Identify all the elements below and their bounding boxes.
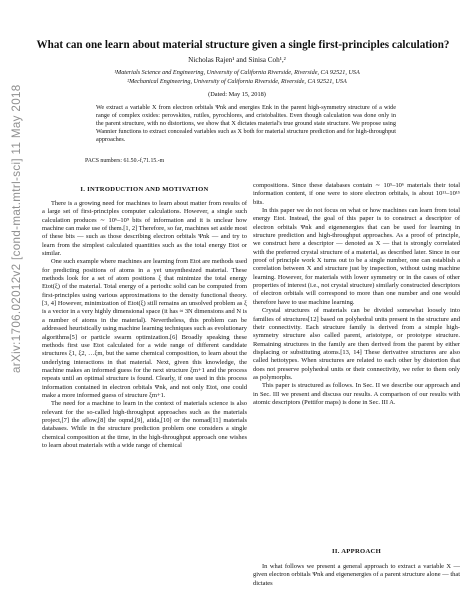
section-2-heading: II. APPROACH bbox=[331, 548, 382, 555]
right-column-continued bbox=[253, 563, 460, 588]
date-line: (Dated: May 15, 2018) bbox=[208, 91, 266, 98]
paper-title: What can one learn about material structure given a single first-principles calculation? bbox=[36, 39, 450, 51]
paragraph: Crystal structures of materials can be divided somewhat loosely into families of structures[12] based on polyhedral units present in the structure and their connectivity. Each structure family is derived from a simple high-symmetry structure also called parent, aristotype, or prototype structure. Remaining structures in the family are then derived from the parent by either displacing or substituting atoms.[13, 14] These derivative structures are also called hettotypes. When structures are related to each other by distortion that does not preserve polyhedral units or their connectivity, we refer to them only as polymorphs. bbox=[253, 307, 460, 381]
pacs-numbers: PACS numbers: 61.50.-f,71.15.-m bbox=[85, 158, 165, 164]
paragraph: This paper is structured as follows. In Sec. II we describe our approach and in Sec. III we present and discuss our results. A comparison of our results with atomic descriptors (Pettifor maps) is done in Sec. III A. bbox=[253, 382, 460, 406]
paragraph: In this paper we do not focus on what or how machines can learn from total energy Etot. Instead, the goal of this paper is to construct a descriptor of electron orbitals Ψnk and eigenenergies that can be used for learning in structure prediction and high-throughput approaches. As a proof of principle, we construct here a descriptor — denoted as X — that is strongly correlated with the preferred crystal structure of a material, as described later. Since in our proof of principle work X turns out to be a single number, one can establish a correlation between X and structure just by inspection, without using machine learning. However, for materials with lower symmetry or in the cases of other properties of interest (i.e., not crystal structure) similarly constructed descriptors of electron orbitals will correspond to more than one number and one would therefore have to use machine learning. bbox=[253, 207, 461, 306]
paragraph: compositions. Since these databases contain ∼ 10⁵–10⁶ materials their total information content, if one were to store electron orbitals, is about 10¹¹–10¹⁵ bits. bbox=[253, 182, 460, 206]
right-column bbox=[253, 182, 460, 407]
affiliation-1: ¹Materials Science and Engineering, University of California Riverside, Riverside, CA 92521, USA bbox=[114, 69, 360, 76]
paragraph: One such example where machines are learning from Etot are methods used for predicting positions of atoms in a yet unsynthesized material. These methods look for a set of atom positions ξ that minimize the total energy Etot(ξ) of the material. Total energy of a periodic solid can be computed from first-principles using various approximations to the density functional theory.[3, 4] However, minimization of Etot(ξ) still remains an unsolved problem as ξ is a vector in a very highly dimensional space (it has ≈ 3N dimensions and N is a number of atoms in the material). Nevertheless, this problem can be addressed heuristically using machine learning techniques such as evolutionary algorithms[5] or particle swarm optimization.[6] Broadly speaking these methods first use Etot calculated for a wide range of different candidate structures ξ1, ξ2, …ξm, but the same chemical composition, to learn about the underlying interactions in that material. Next, given this knowledge, the machine makes an informed guess for the next structure ξm+1 and the process repeats until an optimal structure is found. Clearly, if one used in this process information contained in electron orbitals Ψnk, and not only Etot, one could make a more informed guess of structure ξm+1. bbox=[42, 258, 247, 399]
paragraph: In what follows we present a general approach to extract a variable X — given electron orbitals Ψnk and eigenenergies of a parent structure alone — that dictates bbox=[253, 563, 460, 587]
abstract: We extract a variable X from electron orbitals Ψnk and energies Enk in the parent high-symmetry structure of a wide range of complex oxides: perovskites, rutiles, pyrochlores, and cristobalites. Even though calculation was done only in the parent structure, with no distortions, we show that X dictates material's true ground state structure. We propose using Wannier functions to extract concealed variables such as X both for material structure prediction and for high-throughput approaches. bbox=[96, 104, 396, 144]
left-column bbox=[42, 200, 247, 450]
arxiv-identifier[interactable]: arXiv:1706.02012v2 [cond-mat.mtrl-sci] 11 May 2018 bbox=[10, 84, 23, 373]
section-1-heading: I. INTRODUCTION AND MOTIVATION bbox=[80, 186, 209, 193]
affiliation-2: ²Mechanical Engineering, University of California Riverside, Riverside, CA 92521, USA bbox=[127, 78, 347, 85]
paragraph: There is a growing need for machines to learn about matter from results of a large set of first-principles computer calculations. However, a single such calculation produces ∼ 10⁶–10⁹ bits of information and it is unclear how machine can make use of them.[1, 2] Therefore, so far, machines set aside most of these bits — such as those describing electron orbitals Ψnk — and try to learn from the simplest calculated quantities such as the total energy Etot or similar. bbox=[42, 200, 247, 258]
authors: Nicholas Rajen¹ and Sinisa Coh¹,² bbox=[188, 56, 286, 64]
paragraph: The need for a machine to learn in the context of materials science is also relevant for the so-called high-throughput approaches such as the materials project,[7] the aflow,[8] the oqmd,[9], aiida,[10] or the nomad[11] materials databases. While in the structure prediction problem one considers a single chemical composition at the time, in the high-throughput approach one wishes to learn about materials with a wide range of chemical bbox=[42, 400, 247, 449]
